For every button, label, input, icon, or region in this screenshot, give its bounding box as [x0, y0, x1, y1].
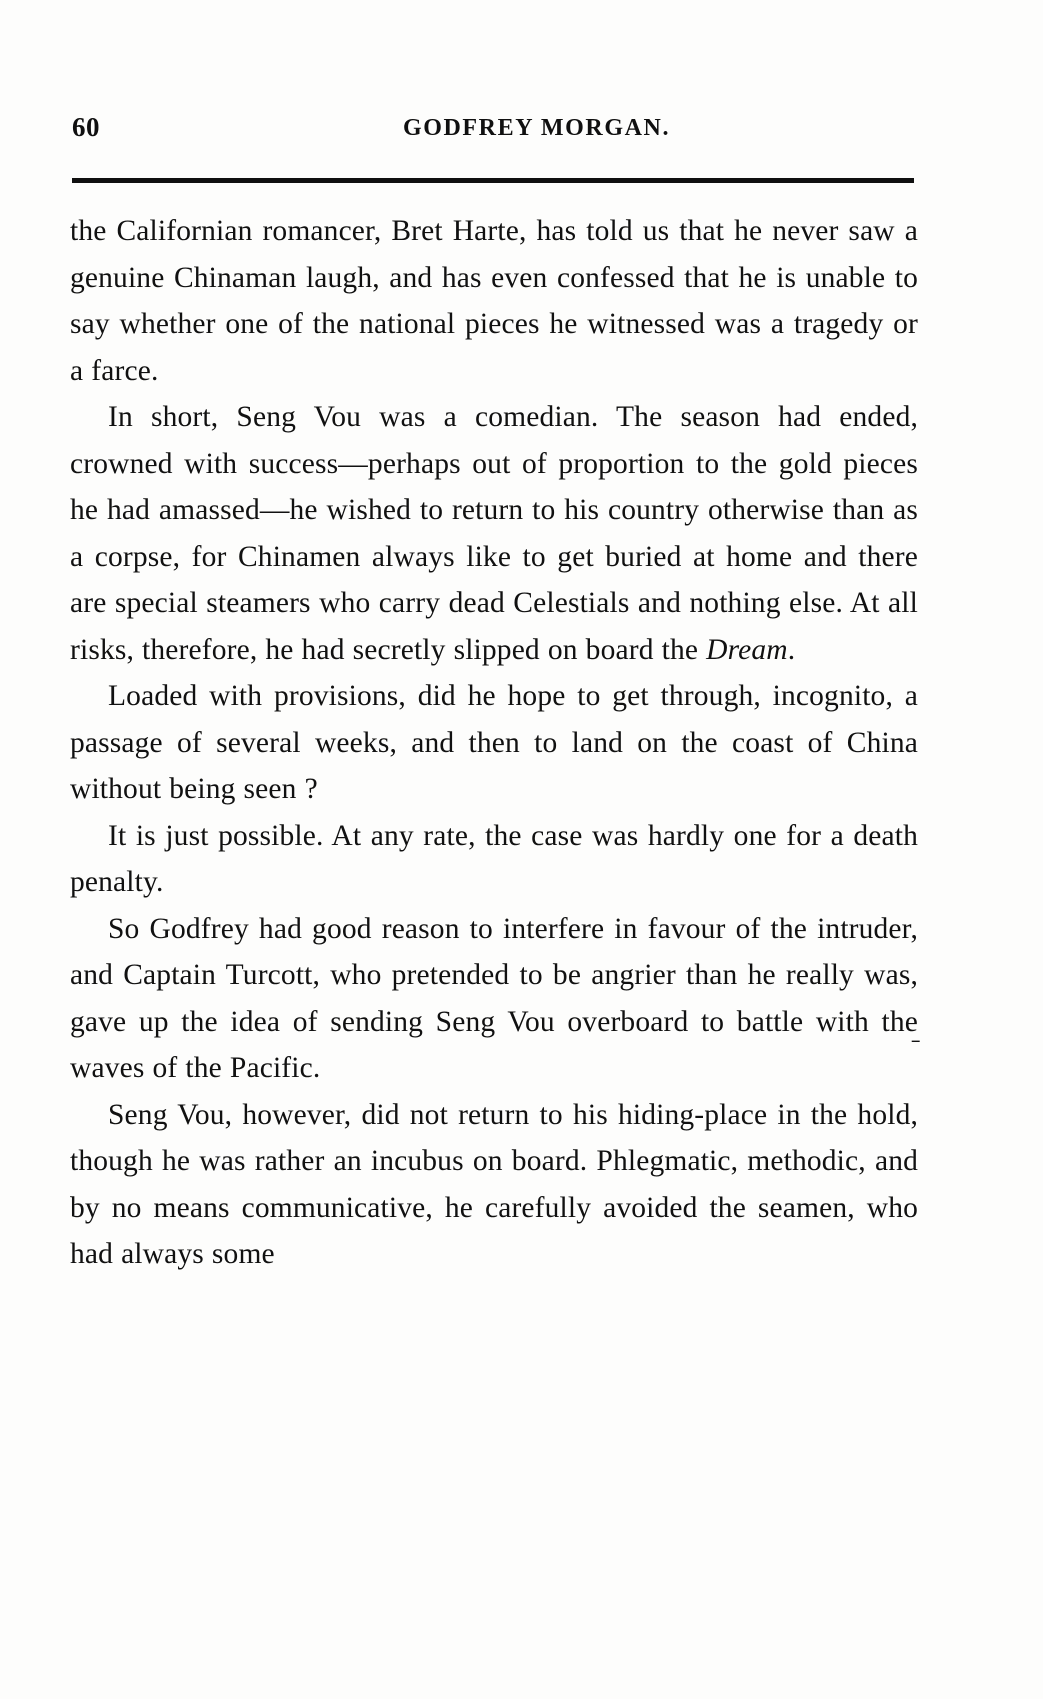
paragraph: [70, 394, 918, 673]
running-head: GODFREY MORGAN.: [402, 115, 671, 141]
paragraph: It is just possible. At any rate, the case was hardly one for a death penalty.: [70, 819, 918, 898]
paragraph: Loaded with provisions, did he hope to get through, incognito, a passage of several weeks, and then to land on the coast of China without being seen ?: [70, 680, 918, 805]
italic-title: Dream: [706, 633, 788, 666]
header-rule: [72, 178, 914, 183]
paragraph-text: In short, Seng Vou was a comedian. The season had ended, crowned with success—perhaps out of proportion to the gold pieces he had amassed—he wished to return to his country otherwise than as a corpse, for Chinamen always like to get buried at home and there are special steamers who carry dead Celestials and nothing else. At all risks, therefore, he had secretly slipped on board the: [70, 401, 918, 666]
stray-mark: ˉ: [911, 1034, 920, 1063]
page-number: 60: [72, 112, 100, 142]
paragraph: Seng Vou, however, did not return to his hiding-place in the hold, though he was rather an incubus on board. Phlegmatic, methodic, and by no means communicative, he carefully avoided the seamen, who had always some: [70, 1098, 918, 1270]
paragraph: So Godfrey had good reason to interfere in favour of the intruder, and Captain Turcott, who pretended to be angrier than he really was, gave up the idea of sending Seng Vou overboard to battle with the waves of the Pacific.: [70, 912, 918, 1084]
paragraph-tail: .: [787, 633, 796, 666]
body-text: [70, 208, 918, 1278]
page-header: [72, 112, 971, 152]
paragraph: the Californian romancer, Bret Harte, has told us that he never saw a genuine Chinaman laugh, and has even confessed that he is unable to say whether one of the national pieces he witnessed was a tragedy or a farce.: [70, 215, 918, 387]
